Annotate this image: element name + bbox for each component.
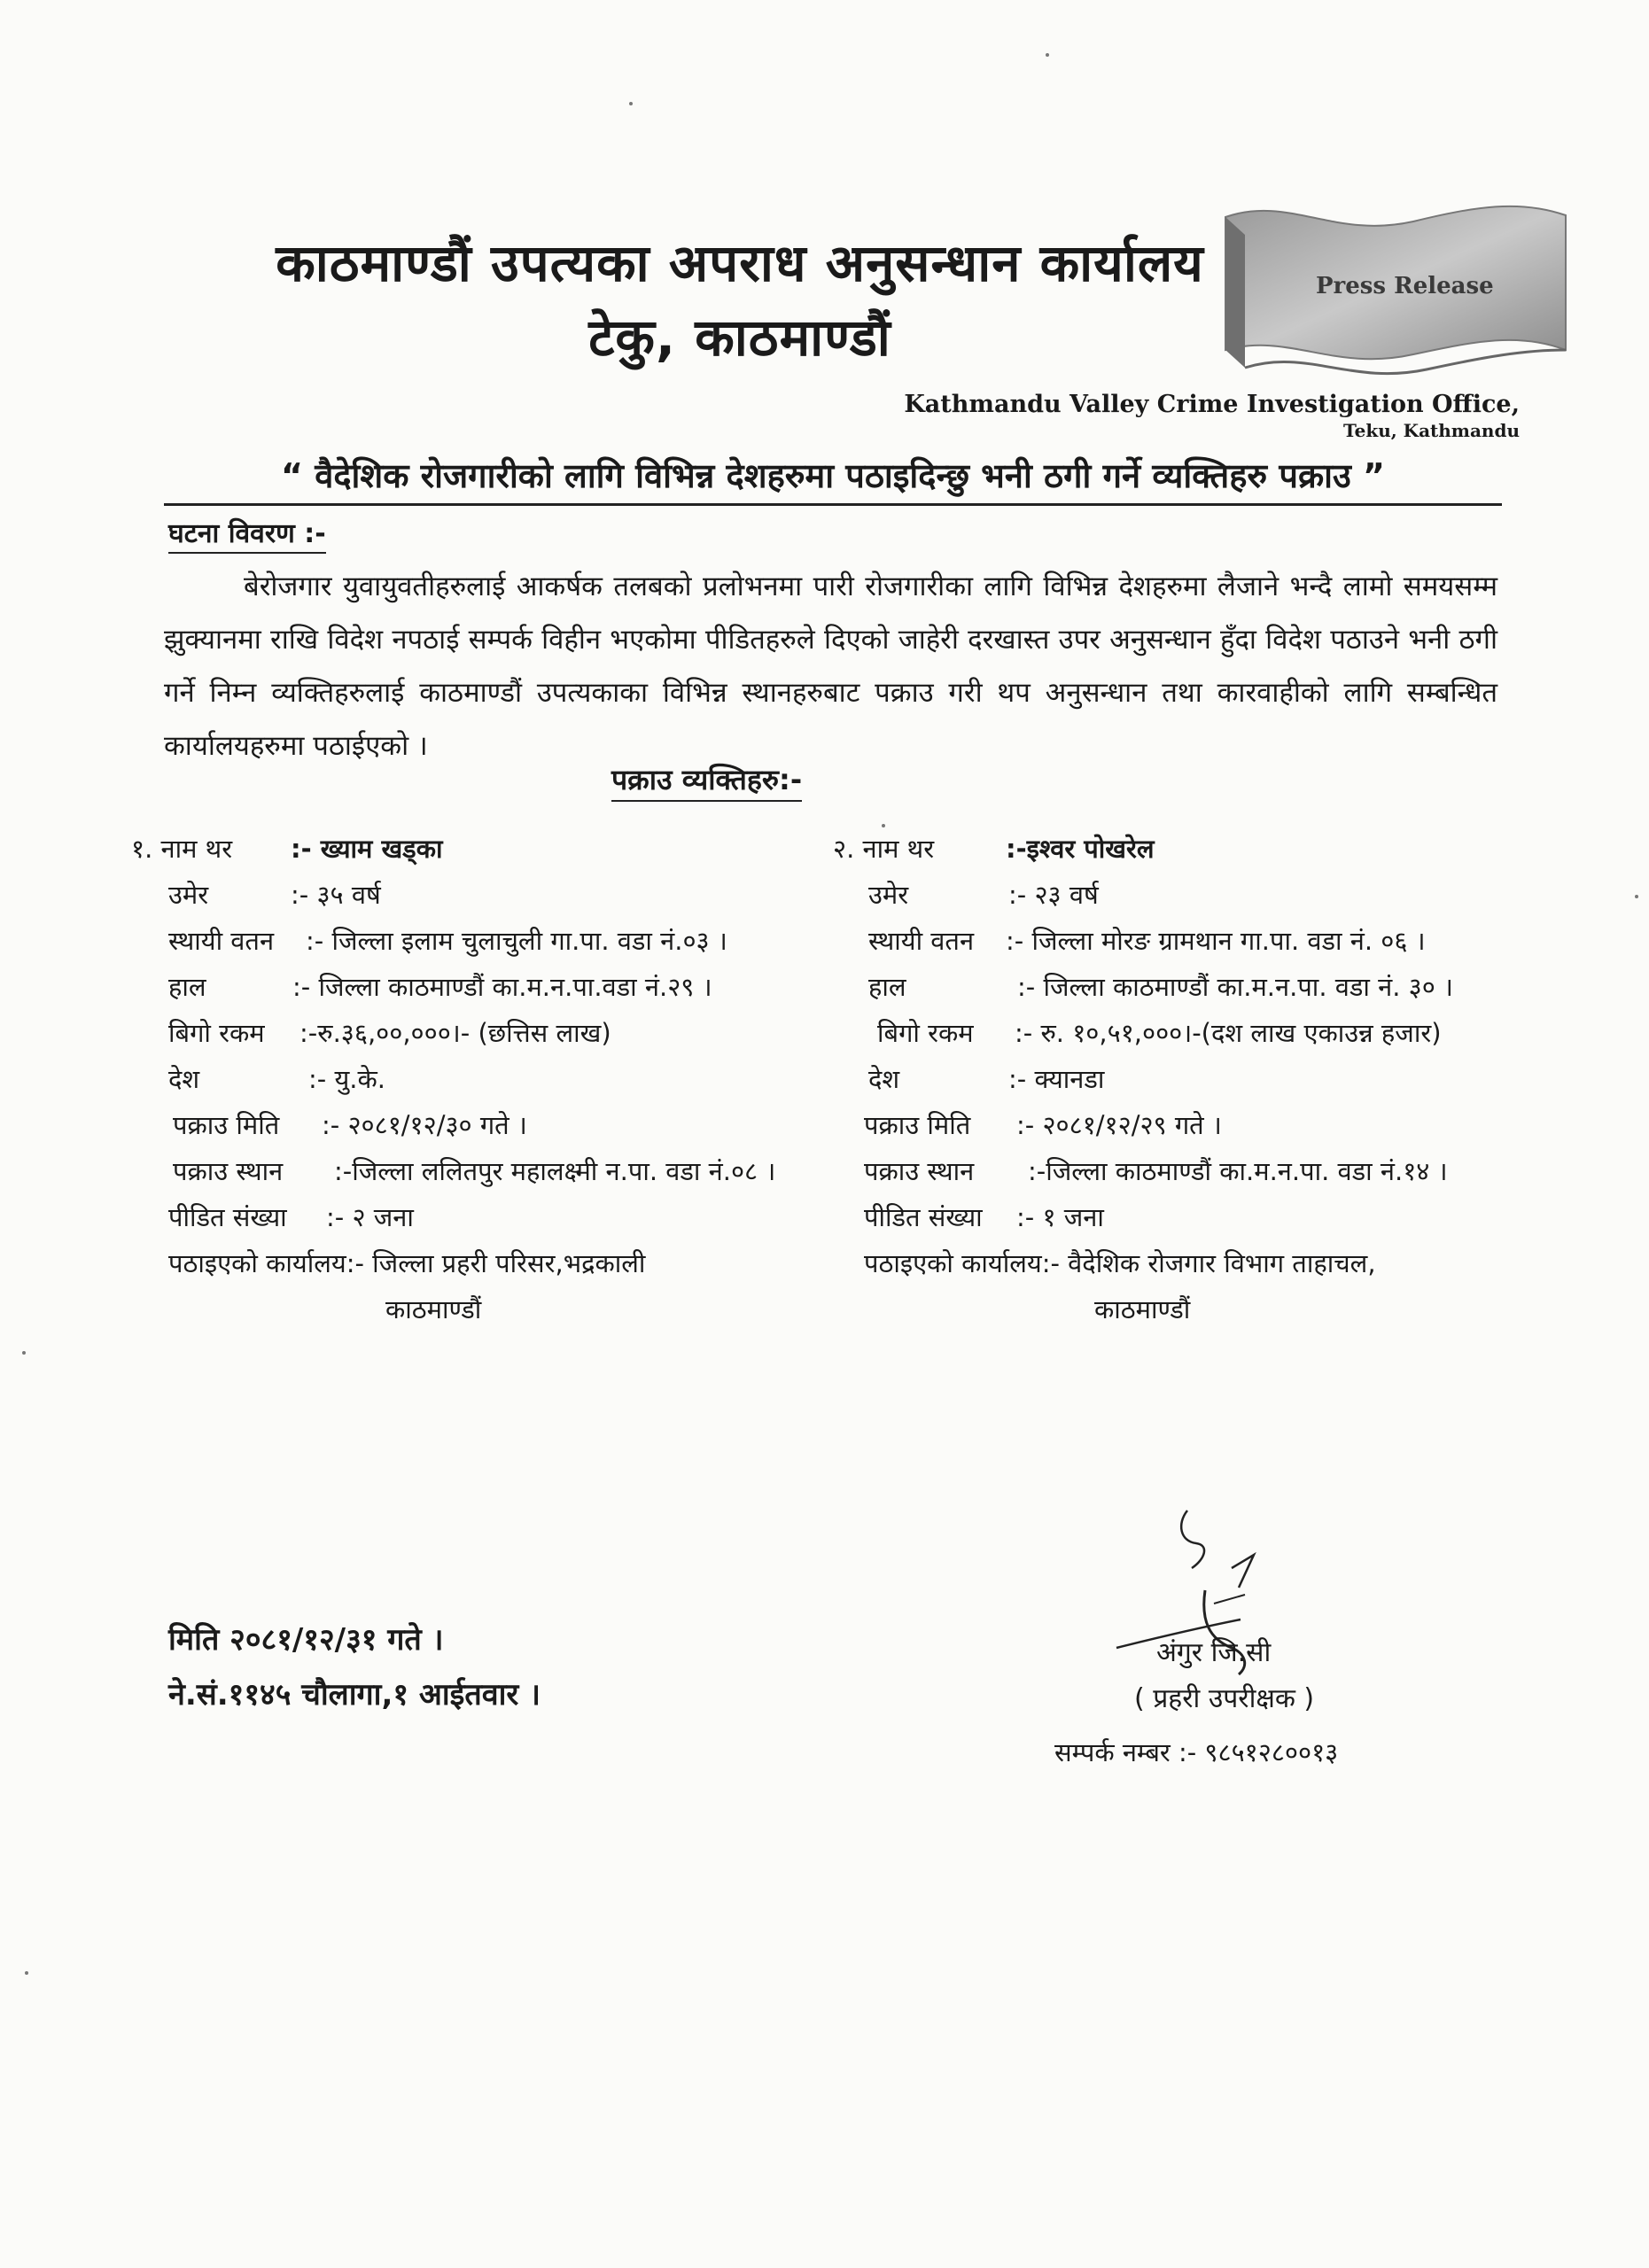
person-2-permanent-address-row [868,923,1426,958]
field-value: :- रु. १०,५१,०००।-(दश लाख एकाउन्न हजार) [1015,1018,1442,1048]
scan-speck [629,102,633,105]
field-label: उमेर [168,880,209,910]
field-label: पठाइएको कार्यालय:- [168,1248,364,1278]
office-name-en: Kathmandu Valley Crime Investigation Office, [904,391,1520,418]
field-value: :- २३ वर्ष [1008,880,1099,910]
person-2-office-row [864,1246,1376,1280]
press-release-banner [1218,199,1573,377]
person-1-country-row [168,1061,385,1096]
field-value: :-जिल्ला ललितपुर महालक्ष्मी न.पा. वडा नं.०८ । [334,1156,776,1186]
person-1-permanent-address-row [168,923,727,958]
person-2-victims-row [864,1200,1104,1234]
office-location-np: टेकु, काठमाण्डौं [588,307,891,368]
field-value: :-जिल्ला काठमाण्डौं का.म.न.पा. वडा नं.१४ । [1028,1156,1448,1186]
field-value: :-रु.३६,००,०००।- (छत्तिस लाख) [299,1018,611,1048]
field-label: उमेर [868,880,909,910]
field-label: स्थायी वतन [868,926,975,956]
office-header [239,226,1241,375]
incident-text: बेरोजगार युवायुवतीहरुलाई आकर्षक तलबको प्रलोभनमा पारी रोजगारीका लागि विभिन्न देशहरुमा लैजाने भन्दै लामो समयसम्म झुक्यानमा राखि विदेश नपठाई सम्पर्क विहीन भएकोमा पीडितहरुले दिएको जाहेरी दरखास्त उपर अनुसन्धान हुँदा विदेश पठाउने भनी ठगी गर्ने निम्न व्यक्तिहरुलाई काठमाण्डौं उपत्यकाका विभिन्न स्थानहरुबाट पक्राउ गरी थप अनुसन्धान तथा कारवाहीको लागि सम्बन्धित कार्यालयहरुमा पठाईएको । [164,571,1497,762]
field-label: पीडित संख्या [864,1202,983,1232]
person-1-office-row [168,1246,645,1280]
field-value: :- जिल्ला इलाम चुलाचुली गा.पा. वडा नं.०३ । [306,926,727,956]
person-2-age-row [868,877,1099,912]
person-1-arrest-date-row [173,1107,527,1142]
person-1-name: :- ख्याम खड्का [291,834,443,864]
scan-speck [1635,895,1638,898]
release-date: मिति २०८१/१२/३१ गते । [168,1622,444,1658]
headline: “ वैदेशिक रोजगारीको लागि विभिन्न देशहरुमा पठाइदिन्छु भनी ठगी गर्ने व्यक्तिहरु पक्राउ ” [281,456,1385,495]
release-date-block [168,1612,541,1722]
field-label: १. नाम थर [131,834,233,864]
office-header-en [886,390,1520,441]
field-label: बिगो रकम [877,1018,974,1048]
field-label: २. नाम थर [833,834,935,864]
person-2-arrest-date-row [864,1107,1222,1142]
field-value: :- जिल्ला काठमाण्डौं का.म.न.पा. वडा नं. ३० । [1017,972,1454,1002]
scan-speck [22,1351,26,1355]
nepal-sambat-date: ने.सं.११४५ चौलागा,१ आईतवार । [168,1677,541,1713]
office-name-np: काठमाण्डौं उपत्यका अपराध अनुसन्धान कार्यालय [276,233,1204,293]
field-label: पक्राउ स्थान [864,1156,975,1186]
person-1-victims-row [168,1200,414,1234]
contact-number: सम्पर्क नम्बर :- ९८५१२८००१३ [1054,1737,1339,1767]
field-value: :- १ जना [1016,1202,1104,1232]
scan-speck [25,1971,28,1975]
signer-name: अंगुर जि.सी [1156,1637,1272,1668]
field-label: स्थायी वतन [168,926,275,956]
person-2-amount-row [877,1015,1442,1050]
headline-underline [164,503,1502,506]
field-label: बिगो रकम [168,1018,265,1048]
field-value: :- २०८१/१२/२९ गते । [1016,1110,1222,1140]
person-1-office-continuation: काठमाण्डौं [385,1294,482,1324]
person-1-amount-row [168,1015,611,1050]
signer-title: ( प्रहरी उपरीक्षक ) [1134,1683,1315,1714]
field-label: हाल [868,972,906,1002]
arrested-heading: पक्राउ व्यक्तिहरु:- [611,760,802,802]
field-label: पठाइएको कार्यालय:- [864,1248,1060,1278]
incident-label: घटना विवरण :- [168,514,326,554]
person-1-name-row [131,831,442,866]
field-label: पक्राउ स्थान [173,1156,284,1186]
person-1-arrest-place-row [173,1153,775,1188]
field-value: :- यु.के. [308,1064,385,1094]
scan-speck [1046,53,1049,57]
person-2-current-address-row [868,969,1453,1004]
field-label: हाल [168,972,206,1002]
press-release-label: Press Release [1316,273,1494,299]
person-1-age-row [168,877,381,912]
field-value: :- क्यानडा [1008,1064,1105,1094]
person-2-name: :-इश्वर पोखरेल [1006,834,1155,864]
scan-speck [882,824,885,827]
office-location-en: Teku, Kathmandu [1343,420,1520,441]
field-value: वैदेशिक रोजगार विभाग ताहाचल, [1068,1248,1376,1278]
field-label: देश [868,1064,900,1094]
field-value: :- ३५ वर्ष [291,880,381,910]
field-value: :- जिल्ला काठमाण्डौं का.म.न.पा.वडा नं.२९ । [292,972,712,1002]
field-label: पीडित संख्या [168,1202,287,1232]
field-value: :- २०८१/१२/३० गते । [322,1110,527,1140]
field-label: पक्राउ मिति [173,1110,280,1140]
person-2-country-row [868,1061,1104,1096]
field-value: जिल्ला प्रहरी परिसर,भद्रकाली [372,1248,646,1278]
person-2-office-continuation: काठमाण्डौं [1094,1294,1191,1324]
person-2-arrest-place-row [864,1153,1448,1188]
field-label: देश [168,1064,200,1094]
field-value: :- २ जना [326,1202,414,1232]
person-1-current-address-row [168,969,712,1004]
person-2-name-row [833,831,1155,866]
field-label: पक्राउ मिति [864,1110,971,1140]
field-value: :- जिल्ला मोरङ ग्रामथान गा.पा. वडा नं. ०६ । [1006,926,1426,956]
